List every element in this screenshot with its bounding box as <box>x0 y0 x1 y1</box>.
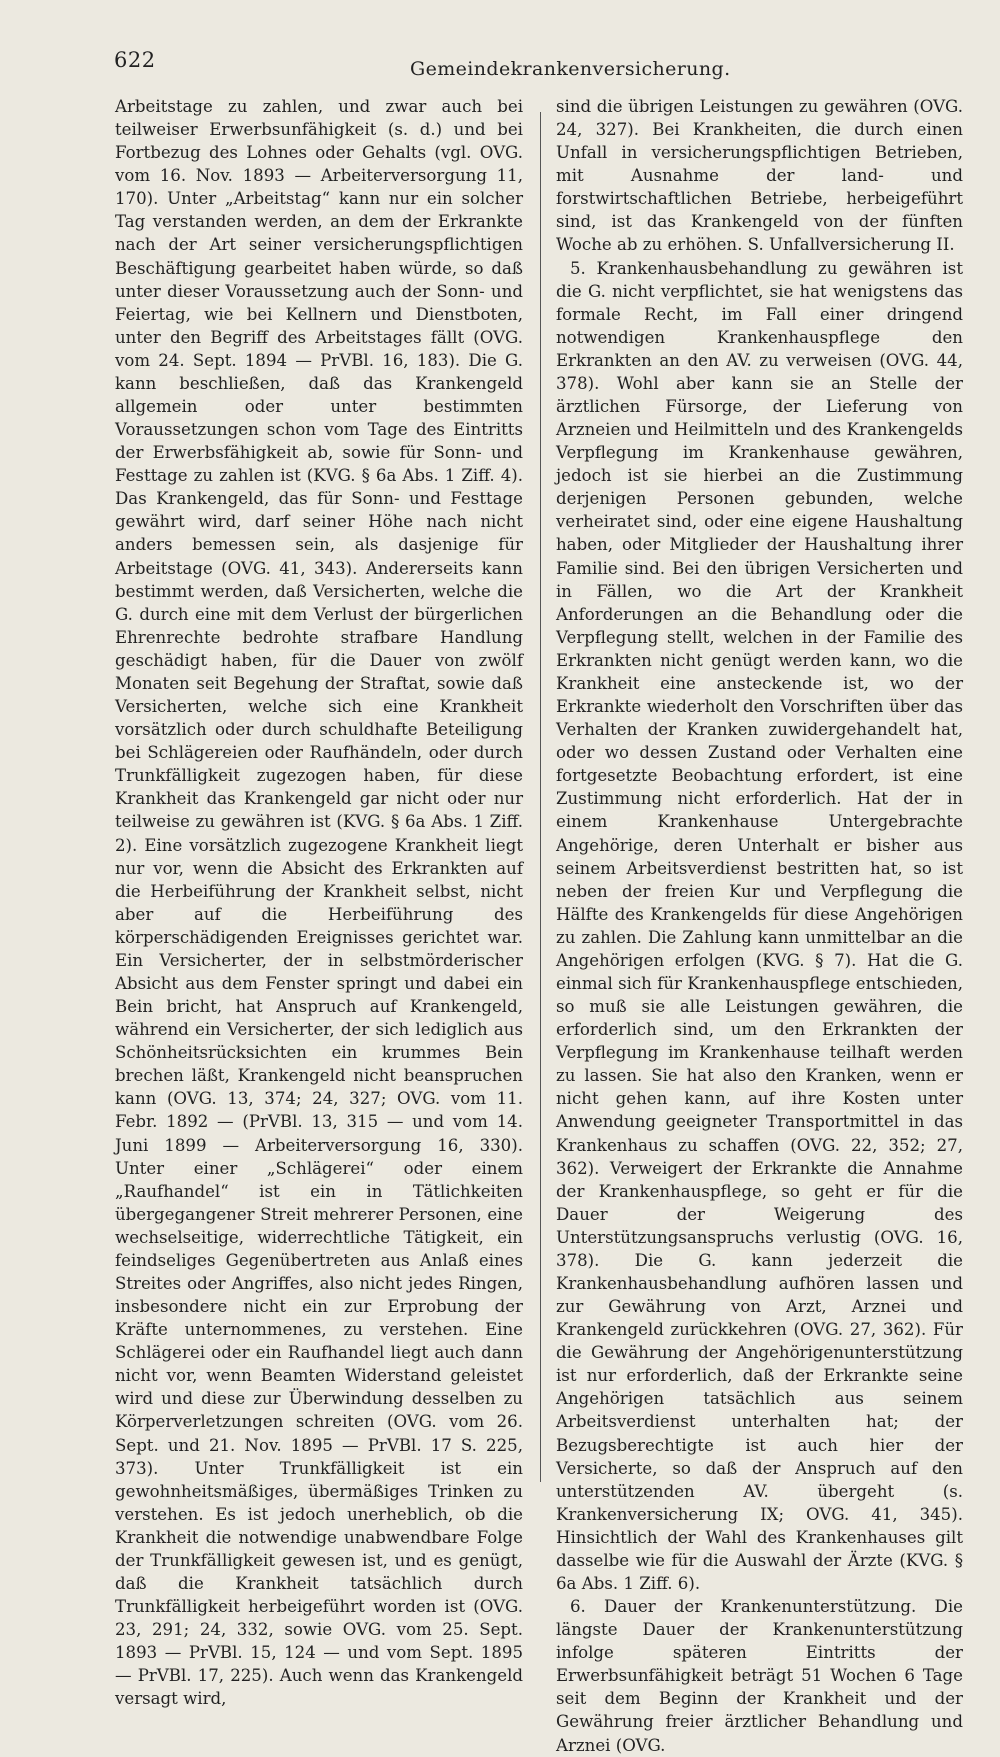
right-column <box>556 95 963 1757</box>
right-paragraph-1: sind die übrigen Leistungen zu gewähren (OVG. 24, 327). Bei Krankheiten, die durch einen Unfall in versicherungspflichtigen Betrieben, mit Ausnahme der land- und forstwirtschaftlichen Betriebe, herbeigeführt sind, ist das Krankengeld von der fünften Woche ab zu erhöhen. S. Unfallversicherung II. <box>556 97 963 255</box>
page-number: 622 <box>114 48 156 72</box>
right-paragraph-2: 5. Krankenhausbehandlung zu gewähren ist die G. nicht verpflichtet, sie hat wenigstens das formale Recht, im Fall einer dringend notwendigen Krankenhauspflege den Erkrankten an den AV. zu verweisen (OVG. 44, 378). Wohl aber kann sie an Stelle der ärztlichen Fürsorge, der Lieferung von Arzneien und Heilmitteln und des Krankengelds Verpflegung im Krankenhause gewähren, jedoch ist sie hierbei an die Zustimmung derjenigen Personen gebunden, welche verheiratet sind, oder eine eigene Haushaltung haben, oder Mitglieder der Haushaltung ihrer Familie sind. Bei den übrigen Versicherten und in Fällen, wo die Art der Krankheit Anforderungen an die Behandlung oder die Verpflegung stellt, welchen in der Familie des Erkrankten nicht genügt werden kann, wo die Krankheit eine ansteckende ist, wo der Erkrankte wiederholt den Vorschriften über das Verhalten der Kranken zuwidergehandelt hat, oder wo dessen Zustand oder Verhalten eine fortgesetzte Beobachtung erfordert, ist eine Zustimmung nicht erforderlich. Hat der in einem Krankenhause Untergebrachte Angehörige, deren Unterhalt er bisher aus seinem Arbeitsverdienst bestritten hat, so ist neben der freien Kur und Verpflegung die Hälfte des Krankengelds für diese Angehörigen zu zahlen. Die Zahlung kann unmittelbar an die Angehörigen erfolgen (KVG. § 7). Hat die G. einmal sich für Krankenhauspflege entschieden, so muß sie alle Leistungen gewähren, die erforderlich sind, um den Erkrankten der Verpflegung im Krankenhause teilhaft werden zu lassen. Sie hat also den Kranken, wenn er nicht gehen kann, auf ihre Kosten unter Anwendung geeigneter Transportmittel in das Krankenhaus zu schaffen (OVG. 22, 352; 27, 362). Verweigert der Erkrankte die Annahme der Krankenhauspflege, so geht er für die Dauer der Weigerung des Unterstützungsanspruchs verlustig (OVG. 16, 378). Die G. kann jederzeit die Krankenhausbehandlung aufhören lassen und zur Gewährung von Arzt, Arznei und Krankengeld zurückkehren (OVG. 27, 362). Für die Gewährung der Angehörigenunterstützung ist nur erforderlich, daß der Erkrankte seine Angehörigen tatsächlich aus seinem Arbeitsverdienst unterhalten hat; der Bezugsberechtigte ist auch hier der Versicherte, so daß der Anspruch auf den unterstützenden AV. übergeht (s. Krankenversicherung IX; OVG. 41, 345). Hinsichtlich der Wahl des Krankenhauses gilt dasselbe wie für die Auswahl der Ärzte (KVG. § 6a Abs. 1 Ziff. 6). <box>556 258 963 1593</box>
running-head: Gemeindekrankenversicherung. <box>410 58 731 80</box>
left-column-text: Arbeitstage zu zahlen, und zwar auch bei teilweiser Erwerbsunfähigkeit (s. d.) und bei Fortbezug des Lohnes oder Gehalts (vgl. OVG. vom 16. Nov. 1893 — Arbeiterversorgung 11, 170). Unter „Arbeitstag“ kann nur ein solcher Tag verstanden werden, an dem der Erkrankte nach der Art seiner versicherungspflichtigen Beschäftigung gearbeitet haben würde, so daß unter dieser Voraussetzung auch der Sonn- und Feiertag, wie bei Kellnern und Dienstboten, unter den Begriff des Arbeitstages fällt (OVG. vom 24. Sept. 1894 — PrVBl. 16, 183). Die G. kann beschließen, daß das Krankengeld allgemein oder unter bestimmten Voraussetzungen schon vom Tage des Eintritts der Erwerbsfähigkeit ab, sowie für Sonn- und Festtage zu zahlen ist (KVG. § 6a Abs. 1 Ziff. 4). Das Krankengeld, das für Sonn- und Festtage gewährt wird, darf seiner Höhe nach nicht anders bemessen sein, als dasjenige für Arbeitstage (OVG. 41, 343). Andererseits kann bestimmt werden, daß Versicherten, welche die G. durch eine mit dem Verlust der bürgerlichen Ehrenrechte bedrohte strafbare Handlung geschädigt haben, für die Dauer von zwölf Monaten seit Begehung der Straftat, sowie daß Versicherten, welche sich eine Krankheit vorsätzlich oder durch schuldhafte Beteiligung bei Schlägereien oder Raufhändeln, oder durch Trunkfälligkeit zugezogen haben, für diese Krankheit das Krankengeld gar nicht oder nur teilweise zu gewähren ist (KVG. § 6a Abs. 1 Ziff. 2). Eine vorsätzlich zugezogene Krankheit liegt nur vor, wenn die Absicht des Erkrankten auf die Herbeiführung der Krankheit selbst, nicht aber auf die Herbeiführung des körperschädigenden Ereignisses gerichtet war. Ein Versicherter, der in selbstmörderischer Absicht aus dem Fenster springt und dabei ein Bein bricht, hat Anspruch auf Krankengeld, während ein Versicherter, der sich lediglich aus Schönheitsrücksichten ein krummes Bein brechen läßt, Krankengeld nicht beanspruchen kann (OVG. 13, 374; 24, 327; OVG. vom 11. Febr. 1892 — (PrVBl. 13, 315 — und vom 14. Juni 1899 — Arbeiterversorgung 16, 330). Unter einer „Schlägerei“ oder einem „Raufhandel“ ist ein in Tätlichkeiten übergegangener Streit mehrerer Personen, eine wechselseitige, widerrechtliche Tätigkeit, ein feindseliges Gegenübertreten aus Anlaß eines Streites oder Angriffes, also nicht jedes Ringen, insbesondere nicht ein zur Erprobung der Kräfte unternommenes, zu verstehen. Eine Schlägerei oder ein Raufhandel liegt auch dann nicht vor, wenn Beamten Widerstand geleistet wird und diese zur Überwindung desselben zu Körperverletzungen schreiten (OVG. vom 26. Sept. und 21. Nov. 1895 — PrVBl. 17 S. 225, 373). Unter Trunkfälligkeit ist ein gewohnheitsmäßiges, übermäßiges Trinken zu verstehen. Es ist jedoch unerheblich, ob die Krankheit die notwendige unabwendbare Folge der Trunkfälligkeit gewesen ist, und es genügt, daß die Krankheit tatsächlich durch Trunkfälligkeit herbeigeführt worden ist (OVG. 23, 291; 24, 332, sowie OVG. vom 25. Sept. 1893 — PrVBl. 15, 124 — und vom Sept. 1895 — PrVBl. 17, 225). Auch wenn das Krankengeld versagt wird, <box>115 97 523 1709</box>
column-divider <box>540 112 541 1482</box>
right-paragraph-3: 6. Dauer der Krankenunterstützung. Die längste Dauer der Krankenunterstützung infolge späteren Eintritts der Erwerbsunfähigkeit beträgt 51 Wochen 6 Tage seit dem Beginn der Krankheit und der Gewährung freier ärztlicher Behandlung und Arznei (OVG. <box>556 1597 963 1755</box>
left-column <box>115 95 523 1710</box>
